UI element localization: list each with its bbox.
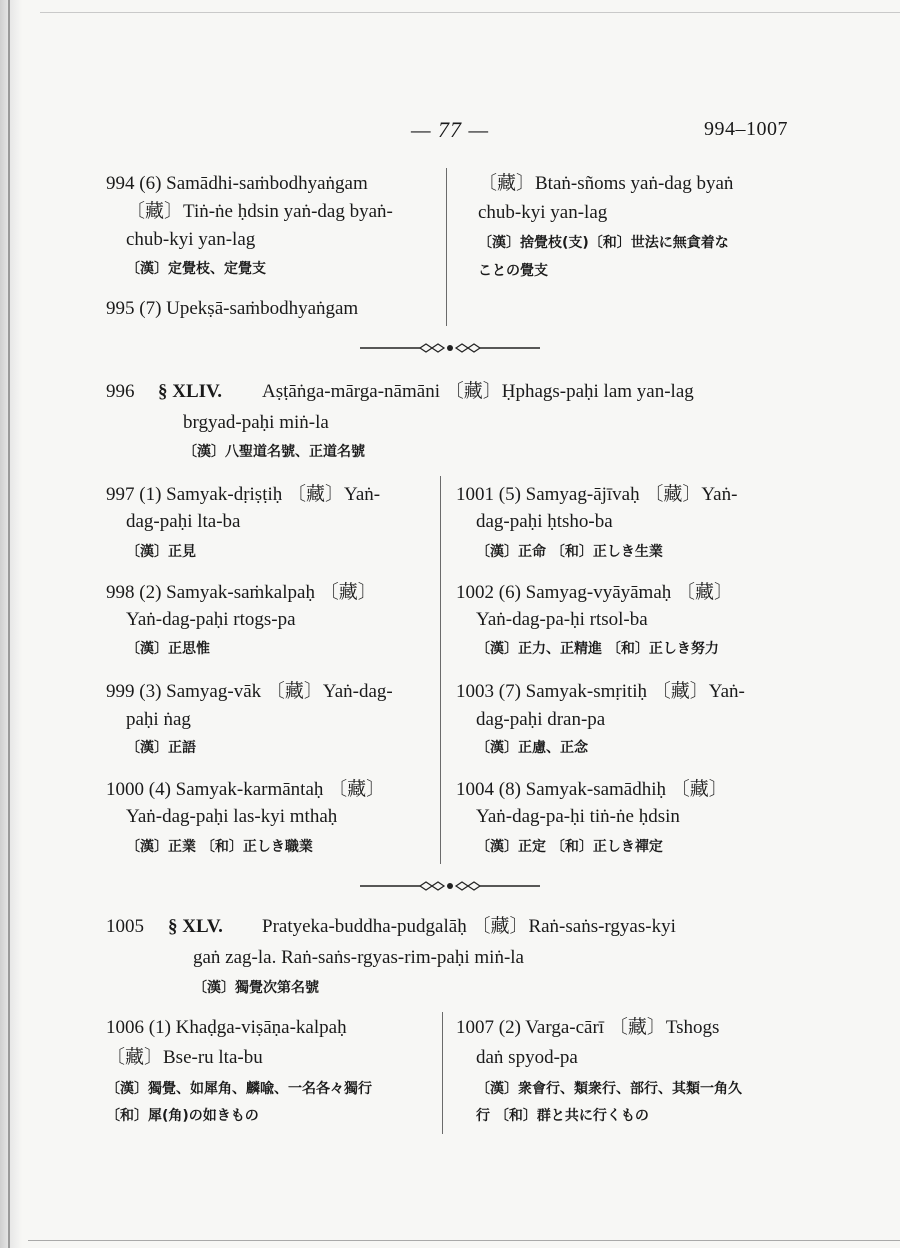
entry-995-japanese-cont: ことの覺支 [478, 263, 548, 279]
entry-1003-chinese: 〔漢〕正慮、正念 [476, 740, 588, 756]
entry-995-chinese-japanese: 〔漢〕捨覺枝(支)〔和〕世法に無貪着な [478, 235, 729, 251]
section-45-title: Pratyeka-buddha-pudgalāḥ 〔藏〕Raṅ-saṅs-rgyas-kyi [262, 916, 676, 937]
entry-1000-chinese-japanese: 〔漢〕正業 〔和〕正しき職業 [126, 839, 313, 855]
entry-1006-japanese: 〔和〕犀(角)の如きもの [106, 1108, 259, 1124]
section-44-title: Aṣṭāṅga-mārga-nāmāni 〔藏〕Ḥphags-paḥi lam yan-lag [262, 381, 694, 402]
binding-line [8, 0, 10, 1248]
entry-994-tibetan: 〔藏〕Tiṅ-ṅe ḥdsin yaṅ-dag byaṅ- [126, 201, 393, 222]
top-edge-line [40, 12, 900, 13]
bottom-edge-line [28, 1240, 900, 1241]
entry-1007-heading: 1007 (2) Varga-cārī 〔藏〕Tshogs [456, 1017, 720, 1038]
entry-1003-tibetan-cont: dag-paḥi dran-pa [476, 709, 606, 730]
entry-1001-tibetan-cont: dag-paḥi ḥtsho-ba [476, 511, 613, 532]
entry-1002-chinese-japanese: 〔漢〕正力、正精進 〔和〕正しき努力 [476, 641, 719, 657]
entry-995-tibetan: 〔藏〕Btaṅ-sñoms yaṅ-dag byaṅ [478, 173, 734, 194]
entry-994-chinese: 〔漢〕定覺枝、定覺支 [126, 261, 266, 277]
entry-998-chinese: 〔漢〕正思惟 [126, 641, 210, 657]
section-ornament-2 [0, 878, 900, 898]
entry-998-tibetan: Yaṅ-dag-paḥi rtogs-pa [126, 609, 296, 630]
entry-994-heading: 994 (6) Samādhi-saṁbodhyaṅgam [106, 173, 368, 194]
entry-1001-chinese-japanese: 〔漢〕正命 〔和〕正しき生業 [476, 544, 663, 560]
entry-1007-japanese: 行 〔和〕群と共に行くもの [476, 1108, 649, 1124]
section-44-chinese: 〔漢〕八聖道名號、正道名號 [183, 444, 365, 460]
entry-997-chinese: 〔漢〕正見 [126, 544, 196, 560]
entry-1003-heading: 1003 (7) Samyak-smṛitiḥ 〔藏〕Yaṅ- [456, 681, 745, 702]
entry-1002-tibetan: Yaṅ-dag-pa-ḥi rtsol-ba [476, 609, 648, 630]
section-45-title-cont: gaṅ zag-la. Raṅ-saṅs-rgyas-rim-paḥi miṅ-la [193, 947, 524, 968]
page-binding-edge [0, 0, 22, 1248]
entry-995-heading: 995 (7) Upekṣā-saṁbodhyaṅgam [106, 298, 359, 319]
entry-999-heading: 999 (3) Samyag-vāk 〔藏〕Yaṅ-dag- [106, 681, 393, 702]
entry-1000-tibetan: Yaṅ-dag-paḥi las-kyi mthaḥ [126, 806, 338, 827]
section-44-title-cont: brgyad-paḥi miṅ-la [183, 412, 329, 433]
entry-1007-chinese: 〔漢〕衆會行、類衆行、部行、其類一角久 [476, 1081, 742, 1097]
entry-1004-chinese-japanese: 〔漢〕正定 〔和〕正しき禪定 [476, 839, 663, 855]
entry-1004-heading: 1004 (8) Samyak-samādhiḥ 〔藏〕 [456, 779, 728, 800]
entry-997-tibetan-cont: dag-paḥi lta-ba [126, 511, 241, 532]
section-44-number: 996 [106, 381, 135, 402]
entry-1002-heading: 1002 (6) Samyag-vyāyāmaḥ 〔藏〕 [456, 582, 734, 603]
entry-995-tibetan-cont: chub-kyi yan-lag [478, 202, 608, 223]
entry-999-chinese: 〔漢〕正語 [126, 740, 196, 756]
section-45-label: § XLV. [168, 916, 223, 937]
entry-997-heading: 997 (1) Samyak-dṛiṣṭiḥ 〔藏〕Yaṅ- [106, 484, 381, 505]
section-45-number: 1005 [106, 916, 144, 937]
entry-1006-tibetan: 〔藏〕Bse-ru lta-bu [106, 1047, 263, 1068]
entry-range: 994–1007 [704, 118, 788, 140]
entry-1004-tibetan: Yaṅ-dag-pa-ḥi tiṅ-ṅe ḥdsin [476, 806, 680, 827]
section-ornament-1 [0, 340, 900, 360]
column-divider-bottom [442, 1012, 443, 1134]
entry-1006-chinese: 〔漢〕獨覺、如犀角、麟喩、一名各々獨行 [106, 1081, 372, 1097]
entry-999-tibetan-cont: paḥi ṅag [126, 709, 191, 730]
column-divider-middle [440, 476, 441, 864]
section-45-chinese: 〔漢〕獨覺次第名號 [193, 980, 319, 996]
section-44-label: § XLIV. [158, 381, 223, 402]
entry-1006-heading: 1006 (1) Khaḍga-viṣāṇa-kalpaḥ [106, 1017, 347, 1038]
page-number: — 77 — [410, 117, 490, 142]
entry-998-heading: 998 (2) Samyak-saṁkalpaḥ 〔藏〕 [106, 582, 377, 603]
entry-1007-tibetan-cont: daṅ spyod-pa [476, 1047, 578, 1068]
entry-1001-heading: 1001 (5) Samyag-ājīvaḥ 〔藏〕Yaṅ- [456, 484, 738, 505]
entry-1000-heading: 1000 (4) Samyak-karmāntaḥ 〔藏〕 [106, 779, 386, 800]
entry-994-tibetan-cont: chub-kyi yan-lag [126, 229, 256, 250]
column-divider-top [446, 168, 447, 326]
